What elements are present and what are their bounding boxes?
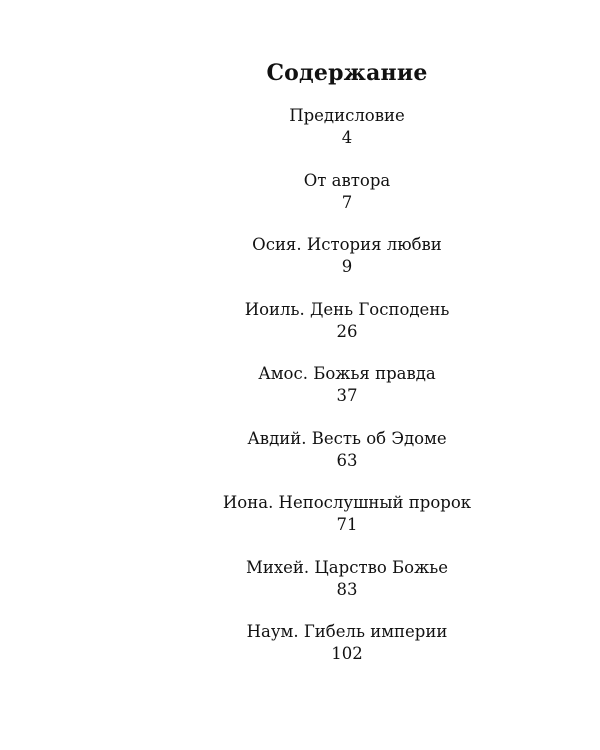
toc-entry-micah — [187, 557, 507, 622]
toc-entry-page-number: 26 — [336, 321, 358, 341]
table-of-contents — [187, 58, 507, 686]
toc-entry-title: Предисловие — [289, 106, 405, 125]
toc-entry-title: Иона. Непослушный пророк — [222, 493, 472, 512]
toc-entry-amos — [187, 363, 507, 428]
toc-entry-preface — [187, 105, 507, 170]
toc-entry-obadiah — [187, 428, 507, 493]
toc-entry-from-author — [187, 170, 507, 235]
toc-entry-joel — [187, 299, 507, 364]
toc-entry-title: Михей. Царство Божье — [245, 557, 449, 577]
toc-entry-page-number: 71 — [336, 515, 358, 534]
page-title: Содержание — [266, 60, 428, 86]
toc-entry-page-number: 83 — [336, 579, 358, 599]
toc-entry-title: Осия. История любви — [252, 235, 442, 254]
toc-entry-title: Авдий. Весть об Эдоме — [247, 428, 447, 448]
toc-entry-hosea — [187, 234, 507, 299]
toc-entry-page-number: 37 — [336, 386, 358, 405]
toc-entry-page-number: 102 — [331, 644, 363, 663]
toc-list — [187, 105, 507, 686]
toc-entry-title: Наум. Гибель империи — [246, 622, 448, 641]
toc-entry-title: От автора — [303, 170, 391, 190]
toc-entry-title: Иоиль. День Господень — [244, 299, 450, 319]
toc-entry-page-number: 4 — [341, 128, 353, 147]
toc-entry-jonah — [187, 492, 507, 557]
toc-entry-nahum — [187, 621, 507, 686]
toc-entry-page-number: 63 — [336, 450, 358, 470]
toc-entry-title: Амос. Божья правда — [258, 364, 436, 383]
toc-entry-page-number: 9 — [341, 257, 353, 276]
toc-entry-page-number: 7 — [341, 192, 353, 212]
